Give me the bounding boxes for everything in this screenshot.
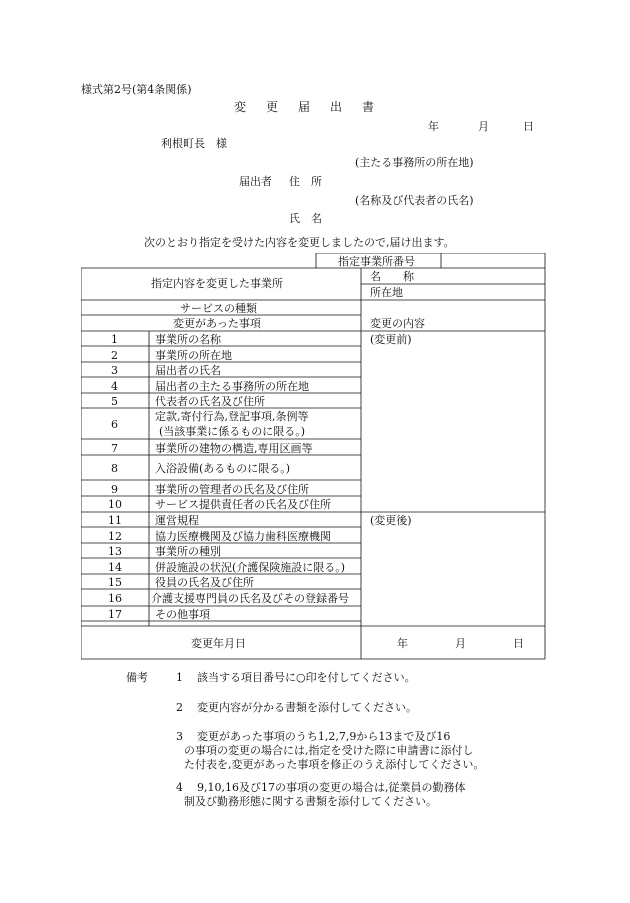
row-number: 7 [111, 442, 118, 455]
row-number: 13 [108, 545, 122, 558]
row-number: 15 [108, 576, 122, 589]
row-number: 10 [108, 498, 122, 511]
row-number: 12 [108, 530, 122, 543]
row-number: 1 [111, 333, 118, 346]
note-text-cont: の事項の変更の場合には,指定を受けた際に申請書に添付し [184, 744, 474, 757]
row-item: 届出者の氏名 [155, 364, 221, 377]
changed-items-label: 変更があった事項 [173, 317, 261, 330]
note-text: 変更内容が分かる書類を添付してください。 [197, 701, 417, 714]
row-item: その他事項 [155, 608, 210, 621]
change-date-month: 月 [455, 637, 466, 650]
office-location-note: (主たる事務所の所在地) [355, 156, 474, 169]
change-items-table [81, 253, 546, 660]
change-date-label: 変更年月日 [191, 637, 246, 650]
notes-label: 備考 [126, 671, 148, 684]
row-item: 定款,寄付行為,登記事項,条例等 [155, 410, 309, 423]
form-number: 様式第2号(第4条関係) [81, 83, 192, 96]
date-day-label: 日 [523, 120, 534, 133]
note-number: 4 [176, 781, 183, 794]
row-item: 介護支援専門員の氏名及びその登録番号 [151, 592, 349, 605]
note-number: 2 [176, 701, 183, 714]
note-text-cont: 制及び勤務形態に関する書類を添付してください。 [184, 795, 437, 808]
intro-text: 次のとおり指定を受けた内容を変更しましたので,届け出ます。 [144, 236, 455, 249]
date-year-label: 年 [428, 120, 439, 133]
row-number: 5 [111, 395, 118, 408]
row-item: 役員の氏名及び住所 [155, 576, 254, 589]
before-change-label: (変更前) [370, 333, 412, 346]
change-date-day: 日 [513, 637, 524, 650]
change-content-label: 変更の内容 [370, 317, 425, 330]
row-number: 3 [111, 364, 118, 377]
note-text: 変更があった事項のうち1,2,7,9から13まで及び16 [197, 730, 451, 743]
row-number: 4 [111, 380, 118, 393]
corp-name-note: (名称及び代表者の氏名) [355, 194, 474, 207]
row-item: 事業所の所在地 [155, 349, 232, 362]
office-number-label: 指定事業所番号 [338, 255, 415, 268]
after-change-label: (変更後) [370, 514, 412, 527]
service-type-label: サービスの種類 [180, 302, 257, 315]
row-item: 入浴設備(あるものに限る。) [155, 462, 291, 475]
note-text-cont: た付表を,変更があった事項を修正のうえ添付してください。 [184, 758, 485, 771]
row-number: 9 [111, 483, 118, 496]
note-text: 9,10,16及び17の事項の変更の場合は,従業員の勤務体 [197, 781, 466, 794]
note-text: 該当する項目番号に○印を付してください。 [197, 671, 416, 684]
row-item: 併設施設の状況(介護保険施設に限る。) [155, 561, 346, 574]
row-item: 代表者の氏名及び住所 [155, 395, 265, 408]
row-number: 14 [108, 561, 122, 574]
date-month-label: 月 [478, 120, 489, 133]
row-item: 協力医療機関及び協力歯科医療機関 [155, 530, 331, 543]
row-number: 16 [108, 592, 122, 605]
row-item: 事業所の管理者の氏名及び住所 [155, 483, 309, 496]
note-number: 3 [176, 730, 183, 743]
row-number: 11 [108, 514, 122, 527]
address-label: 住 所 [289, 175, 322, 188]
row-item: 運営規程 [155, 514, 199, 527]
note-number: 1 [176, 671, 183, 684]
row-item: 届出者の主たる事務所の所在地 [155, 380, 309, 393]
row-number: 8 [111, 462, 118, 475]
row-number: 17 [108, 608, 122, 621]
row-number: 6 [111, 418, 118, 431]
changed-office-label: 指定内容を変更した事業所 [151, 277, 283, 290]
row-number: 2 [111, 349, 118, 362]
office-name-label: 名 称 [370, 270, 414, 283]
office-location-label: 所在地 [370, 286, 403, 299]
row-item-note: (当該事業に係るものに限る。) [159, 425, 306, 438]
row-item: 事業所の建物の構造,専用区画等 [155, 442, 313, 455]
name-label: 氏 名 [289, 212, 322, 225]
notifier-label: 届出者 [239, 175, 272, 188]
change-date-year: 年 [397, 637, 408, 650]
row-item: サービス提供責任者の氏名及び住所 [155, 498, 331, 511]
row-item: 事業所の名称 [155, 333, 221, 346]
addressee: 利根町長 様 [161, 137, 227, 150]
document-title: 変 更 届 出 書 [234, 100, 379, 114]
row-item: 事業所の種別 [155, 545, 221, 558]
